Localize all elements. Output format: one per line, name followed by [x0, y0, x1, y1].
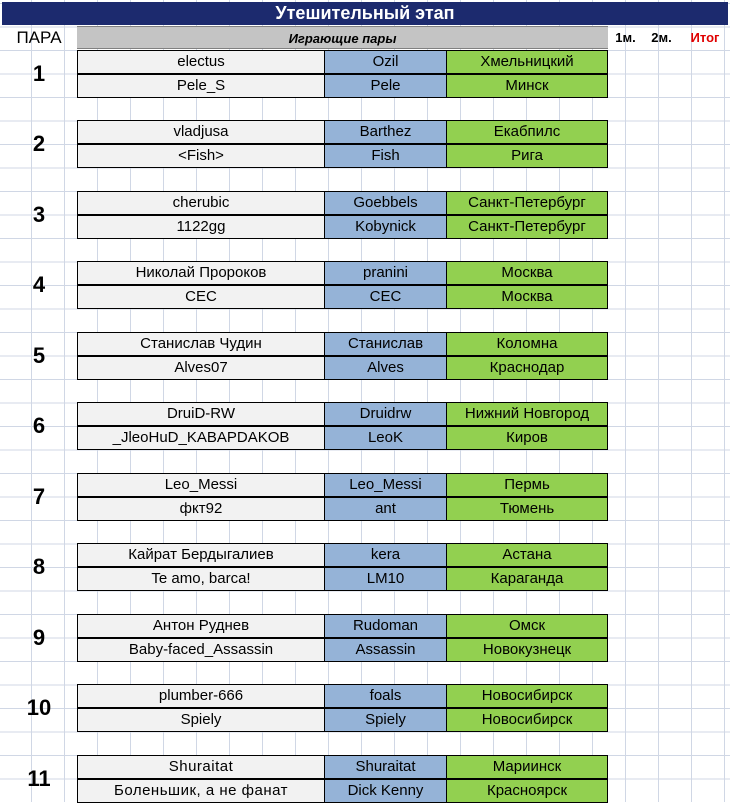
player-name-cell[interactable]: cherubic — [77, 191, 325, 215]
player-row — [77, 638, 608, 662]
pair-block — [0, 684, 730, 732]
player-name-cell[interactable]: vladjusa — [77, 120, 325, 144]
player-city-cell[interactable]: Новокузнецк — [446, 638, 608, 662]
player-name-cell[interactable]: фкт92 — [77, 497, 325, 521]
pair-number[interactable]: 5 — [32, 343, 46, 368]
pair-block — [0, 614, 730, 662]
player-nick-cell[interactable]: Assassin — [324, 638, 447, 662]
player-nick-cell[interactable]: Kobynick — [324, 215, 447, 239]
pair-number[interactable]: 7 — [32, 484, 46, 509]
player-city-cell[interactable]: Москва — [446, 261, 608, 285]
player-nick-cell[interactable]: LeoK — [324, 426, 447, 450]
player-row — [77, 144, 608, 168]
player-row — [77, 402, 608, 426]
player-nick-cell[interactable]: kera — [324, 543, 447, 567]
player-city-cell[interactable]: Санкт-Петербург — [446, 215, 608, 239]
pair-number[interactable]: 8 — [32, 554, 46, 579]
player-name-cell[interactable]: <Fish> — [77, 144, 325, 168]
player-name-cell[interactable]: Антон Руднев — [77, 614, 325, 638]
player-city-cell[interactable]: Киров — [446, 426, 608, 450]
playing-pairs-header[interactable]: Играющие пары — [77, 26, 608, 49]
player-nick-cell[interactable]: Barthez — [324, 120, 447, 144]
pair-block — [0, 261, 730, 309]
player-row — [77, 426, 608, 450]
player-row — [77, 356, 608, 380]
player-row — [77, 497, 608, 521]
pair-number[interactable]: 11 — [27, 766, 51, 791]
player-row — [77, 708, 608, 732]
player-nick-cell[interactable]: ant — [324, 497, 447, 521]
pair-block — [0, 473, 730, 521]
player-city-cell[interactable]: Коломна — [446, 332, 608, 356]
player-nick-cell[interactable]: foals — [324, 684, 447, 708]
player-row — [77, 261, 608, 285]
player-city-cell[interactable]: Санкт-Петербург — [446, 191, 608, 215]
player-city-cell[interactable]: Нижний Новгород — [446, 402, 608, 426]
player-nick-cell[interactable]: Ozil — [324, 50, 447, 74]
player-city-cell[interactable]: Москва — [446, 285, 608, 309]
player-nick-cell[interactable]: pranini — [324, 261, 447, 285]
player-name-cell[interactable]: Кайрат Бердыгалиев — [77, 543, 325, 567]
player-name-cell[interactable]: Spiely — [77, 708, 325, 732]
player-name-cell[interactable]: Baby-faced_Assassin — [77, 638, 325, 662]
player-row — [77, 332, 608, 356]
pair-number[interactable]: 4 — [32, 272, 46, 297]
pair-column-header[interactable]: ПАРА — [16, 28, 62, 47]
player-nick-cell[interactable]: CEC — [324, 285, 447, 309]
pair-block — [0, 402, 730, 450]
player-city-cell[interactable]: Новосибирск — [446, 708, 608, 732]
player-nick-cell[interactable]: Dick Kenny — [324, 779, 447, 803]
player-row — [77, 567, 608, 591]
player-nick-cell[interactable]: Shuraitat — [324, 755, 447, 779]
pair-block — [0, 50, 730, 98]
player-row — [77, 74, 608, 98]
player-row — [77, 684, 608, 708]
player-row — [77, 50, 608, 74]
player-nick-cell[interactable]: Fish — [324, 144, 447, 168]
player-city-cell[interactable]: Астана — [446, 543, 608, 567]
player-city-cell[interactable]: Мариинск — [446, 755, 608, 779]
round2-header[interactable]: 2м. — [651, 30, 672, 45]
round1-header[interactable]: 1м. — [615, 30, 636, 45]
player-city-cell[interactable]: Пермь — [446, 473, 608, 497]
player-name-cell[interactable]: Shuraitat — [77, 755, 325, 779]
player-row — [77, 191, 608, 215]
player-city-cell[interactable]: Омск — [446, 614, 608, 638]
pair-block — [0, 755, 730, 803]
pair-block — [0, 191, 730, 239]
player-nick-cell[interactable]: Alves — [324, 356, 447, 380]
pair-block — [0, 332, 730, 380]
player-nick-cell[interactable]: Spiely — [324, 708, 447, 732]
player-name-cell[interactable]: Leo_Messi — [77, 473, 325, 497]
player-nick-cell[interactable]: Rudoman — [324, 614, 447, 638]
player-nick-cell[interactable]: Pele — [324, 74, 447, 98]
player-name-cell[interactable]: Te amo, barca! — [77, 567, 325, 591]
player-name-cell[interactable]: Pele_S — [77, 74, 325, 98]
player-name-cell[interactable]: plumber-666 — [77, 684, 325, 708]
header-row — [0, 26, 730, 49]
pair-number[interactable]: 2 — [32, 131, 46, 156]
pair-number[interactable]: 6 — [32, 413, 46, 438]
player-row — [77, 473, 608, 497]
player-name-cell[interactable]: DruiD-RW — [77, 402, 325, 426]
player-name-cell[interactable]: Николай Пророков — [77, 261, 325, 285]
total-header[interactable]: Итог — [690, 30, 720, 45]
player-name-cell[interactable]: Alves07 — [77, 356, 325, 380]
player-city-cell[interactable]: Хмельницкий — [446, 50, 608, 74]
player-city-cell[interactable]: Новосибирск — [446, 684, 608, 708]
player-name-cell[interactable]: Боленьшик, а не фанат — [77, 779, 325, 803]
player-row — [77, 755, 608, 779]
player-nick-cell[interactable]: LM10 — [324, 567, 447, 591]
pair-block — [0, 120, 730, 168]
player-row — [77, 614, 608, 638]
sheet-title: Утешительный этап — [2, 2, 728, 25]
player-nick-cell[interactable]: Станислав — [324, 332, 447, 356]
player-row — [77, 543, 608, 567]
player-city-cell[interactable]: Красноярск — [446, 779, 608, 803]
player-name-cell[interactable]: electus — [77, 50, 325, 74]
pair-number[interactable]: 1 — [32, 61, 46, 86]
player-city-cell[interactable]: Минск — [446, 74, 608, 98]
player-row — [77, 215, 608, 239]
player-nick-cell[interactable]: Goebbels — [324, 191, 447, 215]
pair-number[interactable]: 10 — [26, 695, 52, 720]
player-nick-cell[interactable]: Druidrw — [324, 402, 447, 426]
player-city-cell[interactable]: Караганда — [446, 567, 608, 591]
pair-number[interactable]: 3 — [32, 202, 46, 227]
player-nick-cell[interactable]: Leo_Messi — [324, 473, 447, 497]
pair-block — [0, 543, 730, 591]
player-city-cell[interactable]: Екабпилс — [446, 120, 608, 144]
player-city-cell[interactable]: Краснодар — [446, 356, 608, 380]
player-name-cell[interactable]: CEC — [77, 285, 325, 309]
player-row — [77, 779, 608, 803]
player-city-cell[interactable]: Тюмень — [446, 497, 608, 521]
pair-number[interactable]: 9 — [32, 625, 46, 650]
player-city-cell[interactable]: Рига — [446, 144, 608, 168]
player-name-cell[interactable]: Станислав Чудин — [77, 332, 325, 356]
player-name-cell[interactable]: 1122gg — [77, 215, 325, 239]
player-name-cell[interactable]: _JleoHuD_KABAPDAKOB — [77, 426, 325, 450]
player-row — [77, 285, 608, 309]
player-row — [77, 120, 608, 144]
